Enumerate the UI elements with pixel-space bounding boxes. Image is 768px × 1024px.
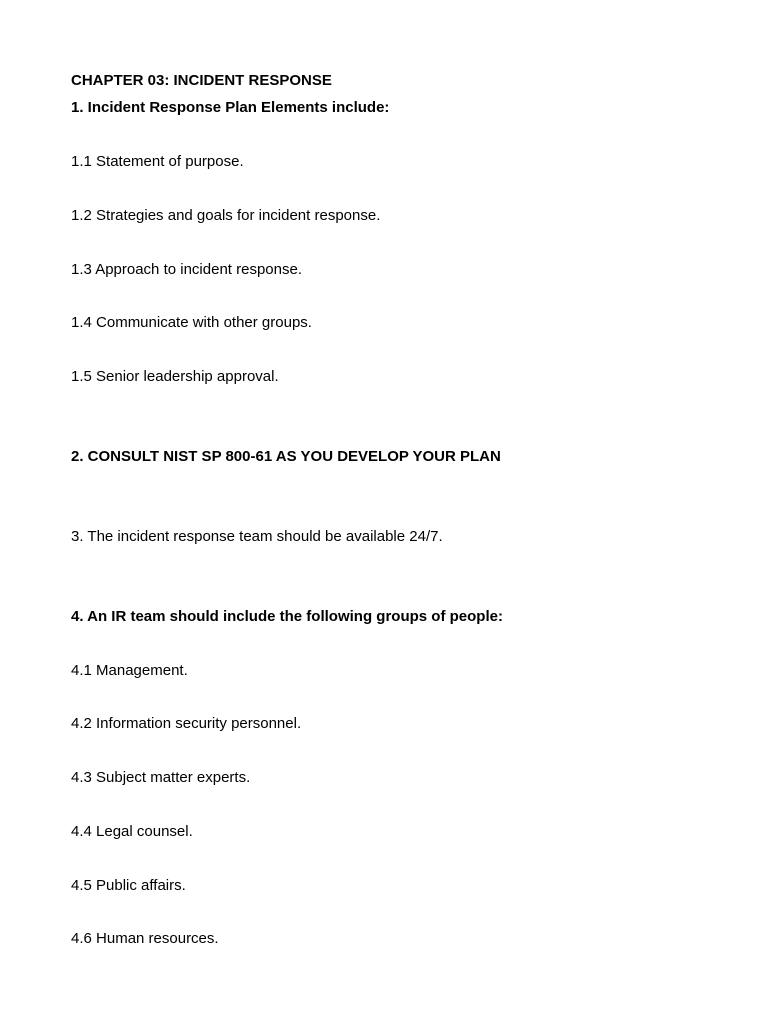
list-item: 4.6 Human resources. [71,930,219,947]
chapter-title: CHAPTER 03: INCIDENT RESPONSE [71,72,332,89]
list-item: 4.3 Subject matter experts. [71,769,251,786]
list-item: 1.5 Senior leadership approval. [71,368,279,385]
list-item: 1.2 Strategies and goals for incident response. [71,207,381,224]
section-3-text: 3. The incident response team should be available 24/7. [71,528,443,545]
section-4-heading: 4. An IR team should include the following groups of people: [71,608,503,625]
list-item: 1.3 Approach to incident response. [71,261,302,278]
section-1-heading: 1. Incident Response Plan Elements include: [71,99,390,116]
list-item: 4.5 Public affairs. [71,877,186,894]
section-2-heading: 2. CONSULT NIST SP 800-61 AS YOU DEVELOP YOUR PLAN [71,448,501,465]
list-item: 4.2 Information security personnel. [71,715,302,732]
list-item: 1.4 Communicate with other groups. [71,314,312,331]
list-item: 4.1 Management. [71,662,188,679]
list-item: 1.1 Statement of purpose. [71,153,244,170]
list-item: 4.4 Legal counsel. [71,823,193,840]
